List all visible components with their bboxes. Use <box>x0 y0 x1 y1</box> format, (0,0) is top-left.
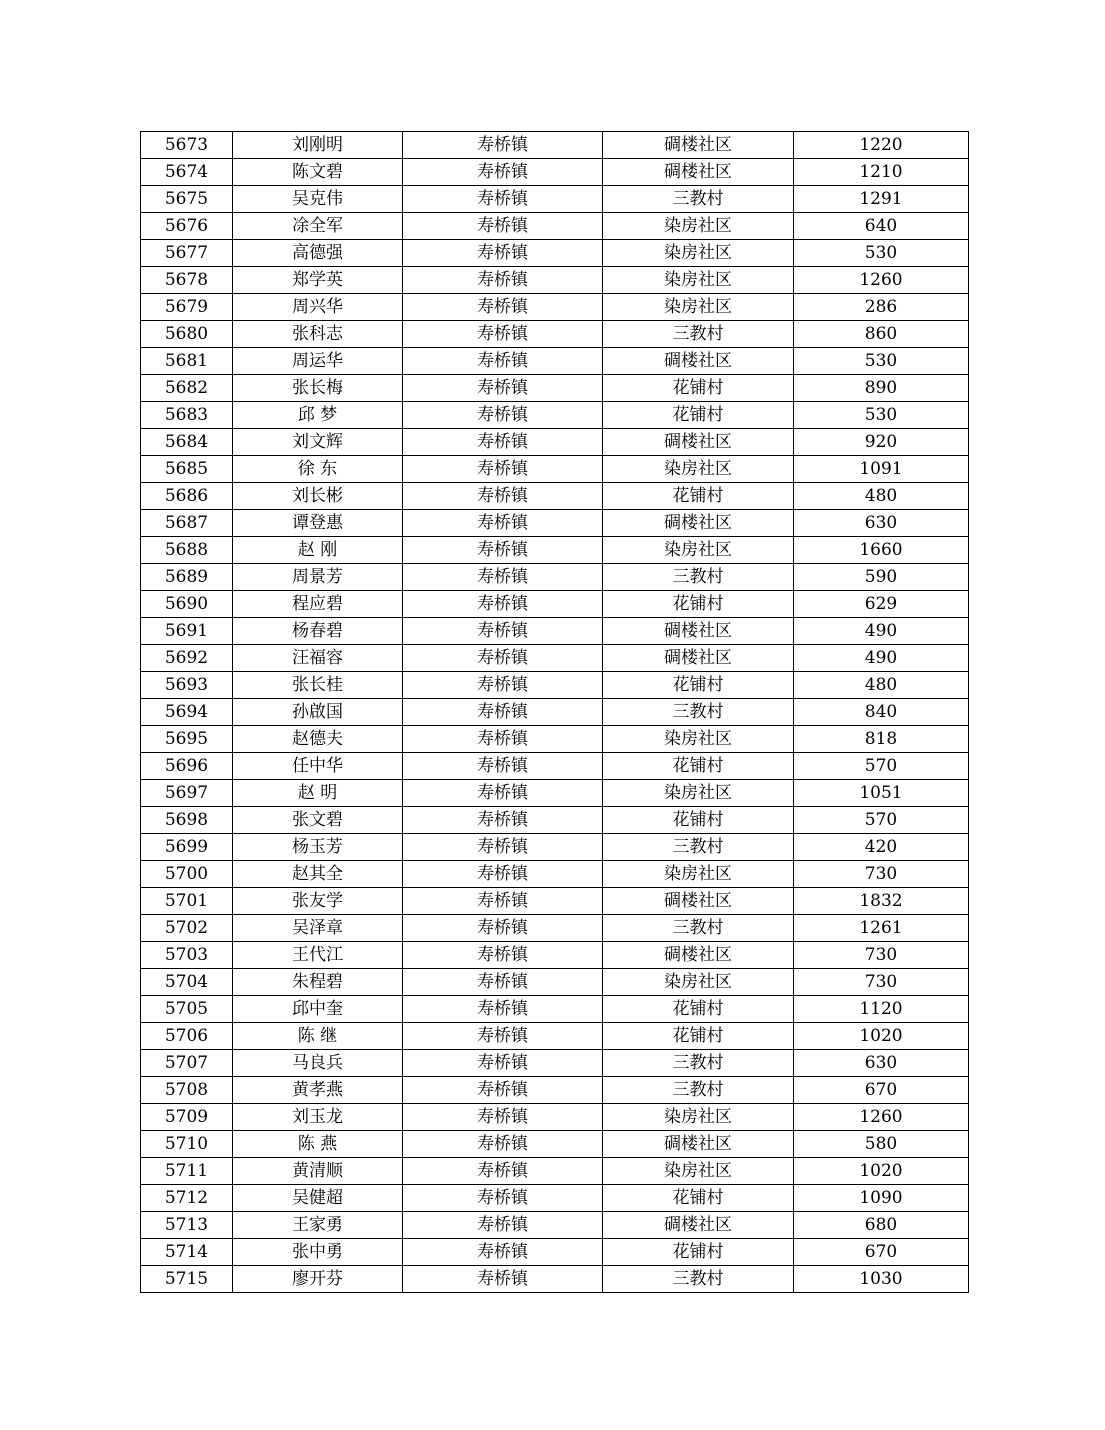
table-row <box>141 942 969 969</box>
town-cell: 寿桥镇 <box>403 888 603 915</box>
village-cell: 碉楼社区 <box>603 429 794 456</box>
amount-cell: 1090 <box>794 1185 969 1212</box>
name-cell: 黄孝燕 <box>233 1077 403 1104</box>
town-cell: 寿桥镇 <box>403 1266 603 1293</box>
table-row <box>141 834 969 861</box>
table-row <box>141 132 969 159</box>
amount-cell: 286 <box>794 294 969 321</box>
name-cell: 周运华 <box>233 348 403 375</box>
village-cell: 三教村 <box>603 1050 794 1077</box>
serial-number-cell: 5696 <box>141 753 233 780</box>
village-cell: 染房社区 <box>603 294 794 321</box>
town-cell: 寿桥镇 <box>403 1212 603 1239</box>
table-row <box>141 1239 969 1266</box>
village-cell: 花铺村 <box>603 483 794 510</box>
town-cell: 寿桥镇 <box>403 753 603 780</box>
town-cell: 寿桥镇 <box>403 942 603 969</box>
serial-number-cell: 5712 <box>141 1185 233 1212</box>
town-cell: 寿桥镇 <box>403 186 603 213</box>
town-cell: 寿桥镇 <box>403 915 603 942</box>
serial-number-cell: 5691 <box>141 618 233 645</box>
village-cell: 染房社区 <box>603 780 794 807</box>
serial-number-cell: 5699 <box>141 834 233 861</box>
name-cell: 汪福容 <box>233 645 403 672</box>
serial-number-cell: 5709 <box>141 1104 233 1131</box>
town-cell: 寿桥镇 <box>403 132 603 159</box>
amount-cell: 1832 <box>794 888 969 915</box>
village-cell: 染房社区 <box>603 969 794 996</box>
name-cell: 马良兵 <box>233 1050 403 1077</box>
amount-cell: 1210 <box>794 159 969 186</box>
village-cell: 花铺村 <box>603 807 794 834</box>
village-cell: 染房社区 <box>603 456 794 483</box>
village-cell: 花铺村 <box>603 591 794 618</box>
name-cell: 吴健超 <box>233 1185 403 1212</box>
name-cell: 程应碧 <box>233 591 403 618</box>
name-cell: 吴克伟 <box>233 186 403 213</box>
village-cell: 染房社区 <box>603 537 794 564</box>
serial-number-cell: 5687 <box>141 510 233 537</box>
amount-cell: 580 <box>794 1131 969 1158</box>
records-table <box>140 131 969 1293</box>
serial-number-cell: 5710 <box>141 1131 233 1158</box>
village-cell: 染房社区 <box>603 726 794 753</box>
village-cell: 染房社区 <box>603 1158 794 1185</box>
table-row <box>141 969 969 996</box>
name-cell: 陈文碧 <box>233 159 403 186</box>
village-cell: 花铺村 <box>603 1023 794 1050</box>
serial-number-cell: 5679 <box>141 294 233 321</box>
serial-number-cell: 5707 <box>141 1050 233 1077</box>
village-cell: 花铺村 <box>603 375 794 402</box>
table-row <box>141 294 969 321</box>
town-cell: 寿桥镇 <box>403 969 603 996</box>
amount-cell: 1091 <box>794 456 969 483</box>
town-cell: 寿桥镇 <box>403 591 603 618</box>
name-cell: 陈 燕 <box>233 1131 403 1158</box>
serial-number-cell: 5689 <box>141 564 233 591</box>
amount-cell: 420 <box>794 834 969 861</box>
town-cell: 寿桥镇 <box>403 1023 603 1050</box>
table-row <box>141 402 969 429</box>
serial-number-cell: 5698 <box>141 807 233 834</box>
town-cell: 寿桥镇 <box>403 1131 603 1158</box>
town-cell: 寿桥镇 <box>403 321 603 348</box>
table-row <box>141 1158 969 1185</box>
name-cell: 赵 明 <box>233 780 403 807</box>
village-cell: 三教村 <box>603 186 794 213</box>
serial-number-cell: 5684 <box>141 429 233 456</box>
name-cell: 任中华 <box>233 753 403 780</box>
serial-number-cell: 5706 <box>141 1023 233 1050</box>
village-cell: 染房社区 <box>603 1104 794 1131</box>
serial-number-cell: 5680 <box>141 321 233 348</box>
serial-number-cell: 5673 <box>141 132 233 159</box>
records-table-body <box>141 132 969 1293</box>
table-row <box>141 429 969 456</box>
amount-cell: 590 <box>794 564 969 591</box>
amount-cell: 730 <box>794 861 969 888</box>
name-cell: 徐 东 <box>233 456 403 483</box>
amount-cell: 1260 <box>794 1104 969 1131</box>
amount-cell: 840 <box>794 699 969 726</box>
table-row <box>141 186 969 213</box>
amount-cell: 490 <box>794 618 969 645</box>
town-cell: 寿桥镇 <box>403 456 603 483</box>
village-cell: 花铺村 <box>603 1185 794 1212</box>
amount-cell: 1020 <box>794 1158 969 1185</box>
town-cell: 寿桥镇 <box>403 1077 603 1104</box>
table-row <box>141 807 969 834</box>
town-cell: 寿桥镇 <box>403 996 603 1023</box>
table-row <box>141 1104 969 1131</box>
name-cell: 张友学 <box>233 888 403 915</box>
town-cell: 寿桥镇 <box>403 240 603 267</box>
amount-cell: 1220 <box>794 132 969 159</box>
name-cell: 张长梅 <box>233 375 403 402</box>
table-row <box>141 699 969 726</box>
table-row <box>141 213 969 240</box>
table-row <box>141 1050 969 1077</box>
serial-number-cell: 5686 <box>141 483 233 510</box>
serial-number-cell: 5704 <box>141 969 233 996</box>
table-row <box>141 915 969 942</box>
town-cell: 寿桥镇 <box>403 834 603 861</box>
serial-number-cell: 5714 <box>141 1239 233 1266</box>
amount-cell: 1261 <box>794 915 969 942</box>
serial-number-cell: 5676 <box>141 213 233 240</box>
table-row <box>141 996 969 1023</box>
town-cell: 寿桥镇 <box>403 1185 603 1212</box>
amount-cell: 1030 <box>794 1266 969 1293</box>
serial-number-cell: 5681 <box>141 348 233 375</box>
table-row <box>141 591 969 618</box>
amount-cell: 570 <box>794 807 969 834</box>
table-row <box>141 645 969 672</box>
table-row <box>141 483 969 510</box>
town-cell: 寿桥镇 <box>403 672 603 699</box>
amount-cell: 480 <box>794 672 969 699</box>
serial-number-cell: 5688 <box>141 537 233 564</box>
name-cell: 陈 继 <box>233 1023 403 1050</box>
name-cell: 赵德夫 <box>233 726 403 753</box>
village-cell: 三教村 <box>603 699 794 726</box>
amount-cell: 670 <box>794 1239 969 1266</box>
serial-number-cell: 5705 <box>141 996 233 1023</box>
name-cell: 周景芳 <box>233 564 403 591</box>
village-cell: 碉楼社区 <box>603 645 794 672</box>
table-row <box>141 672 969 699</box>
amount-cell: 1660 <box>794 537 969 564</box>
village-cell: 碉楼社区 <box>603 348 794 375</box>
amount-cell: 480 <box>794 483 969 510</box>
table-row <box>141 321 969 348</box>
town-cell: 寿桥镇 <box>403 618 603 645</box>
village-cell: 花铺村 <box>603 996 794 1023</box>
serial-number-cell: 5708 <box>141 1077 233 1104</box>
town-cell: 寿桥镇 <box>403 483 603 510</box>
serial-number-cell: 5694 <box>141 699 233 726</box>
amount-cell: 1020 <box>794 1023 969 1050</box>
serial-number-cell: 5697 <box>141 780 233 807</box>
town-cell: 寿桥镇 <box>403 348 603 375</box>
amount-cell: 1260 <box>794 267 969 294</box>
village-cell: 花铺村 <box>603 672 794 699</box>
village-cell: 三教村 <box>603 1266 794 1293</box>
table-row <box>141 1266 969 1293</box>
amount-cell: 530 <box>794 240 969 267</box>
amount-cell: 1120 <box>794 996 969 1023</box>
table-row <box>141 1185 969 1212</box>
name-cell: 谭登惠 <box>233 510 403 537</box>
serial-number-cell: 5685 <box>141 456 233 483</box>
town-cell: 寿桥镇 <box>403 294 603 321</box>
town-cell: 寿桥镇 <box>403 1158 603 1185</box>
village-cell: 花铺村 <box>603 402 794 429</box>
name-cell: 刘长彬 <box>233 483 403 510</box>
name-cell: 杨玉芳 <box>233 834 403 861</box>
name-cell: 郑学英 <box>233 267 403 294</box>
table-row <box>141 510 969 537</box>
table-row <box>141 1077 969 1104</box>
name-cell: 邱 梦 <box>233 402 403 429</box>
amount-cell: 730 <box>794 969 969 996</box>
amount-cell: 1051 <box>794 780 969 807</box>
village-cell: 碉楼社区 <box>603 510 794 537</box>
serial-number-cell: 5678 <box>141 267 233 294</box>
name-cell: 高德强 <box>233 240 403 267</box>
name-cell: 张科志 <box>233 321 403 348</box>
town-cell: 寿桥镇 <box>403 537 603 564</box>
town-cell: 寿桥镇 <box>403 1104 603 1131</box>
village-cell: 碉楼社区 <box>603 132 794 159</box>
village-cell: 碉楼社区 <box>603 942 794 969</box>
serial-number-cell: 5701 <box>141 888 233 915</box>
village-cell: 染房社区 <box>603 213 794 240</box>
village-cell: 花铺村 <box>603 1239 794 1266</box>
table-row <box>141 267 969 294</box>
name-cell: 赵其全 <box>233 861 403 888</box>
table-row <box>141 753 969 780</box>
serial-number-cell: 5682 <box>141 375 233 402</box>
table-row <box>141 888 969 915</box>
village-cell: 三教村 <box>603 564 794 591</box>
amount-cell: 730 <box>794 942 969 969</box>
table-row <box>141 618 969 645</box>
table-row <box>141 1131 969 1158</box>
amount-cell: 1291 <box>794 186 969 213</box>
town-cell: 寿桥镇 <box>403 726 603 753</box>
town-cell: 寿桥镇 <box>403 213 603 240</box>
village-cell: 染房社区 <box>603 861 794 888</box>
table-row <box>141 861 969 888</box>
table-row <box>141 240 969 267</box>
table-row <box>141 726 969 753</box>
name-cell: 廖开芬 <box>233 1266 403 1293</box>
town-cell: 寿桥镇 <box>403 267 603 294</box>
town-cell: 寿桥镇 <box>403 564 603 591</box>
town-cell: 寿桥镇 <box>403 1050 603 1077</box>
village-cell: 染房社区 <box>603 240 794 267</box>
table-row <box>141 375 969 402</box>
serial-number-cell: 5677 <box>141 240 233 267</box>
name-cell: 周兴华 <box>233 294 403 321</box>
village-cell: 染房社区 <box>603 267 794 294</box>
town-cell: 寿桥镇 <box>403 159 603 186</box>
name-cell: 吴泽章 <box>233 915 403 942</box>
table-row <box>141 348 969 375</box>
name-cell: 刘刚明 <box>233 132 403 159</box>
amount-cell: 490 <box>794 645 969 672</box>
serial-number-cell: 5702 <box>141 915 233 942</box>
village-cell: 碉楼社区 <box>603 1131 794 1158</box>
name-cell: 张中勇 <box>233 1239 403 1266</box>
table-row <box>141 456 969 483</box>
serial-number-cell: 5695 <box>141 726 233 753</box>
name-cell: 朱程碧 <box>233 969 403 996</box>
town-cell: 寿桥镇 <box>403 510 603 537</box>
village-cell: 三教村 <box>603 321 794 348</box>
serial-number-cell: 5675 <box>141 186 233 213</box>
serial-number-cell: 5674 <box>141 159 233 186</box>
table-row <box>141 1212 969 1239</box>
amount-cell: 530 <box>794 348 969 375</box>
serial-number-cell: 5700 <box>141 861 233 888</box>
town-cell: 寿桥镇 <box>403 645 603 672</box>
village-cell: 三教村 <box>603 915 794 942</box>
town-cell: 寿桥镇 <box>403 375 603 402</box>
table-row <box>141 537 969 564</box>
town-cell: 寿桥镇 <box>403 402 603 429</box>
name-cell: 杨春碧 <box>233 618 403 645</box>
amount-cell: 920 <box>794 429 969 456</box>
name-cell: 凃全军 <box>233 213 403 240</box>
village-cell: 碉楼社区 <box>603 888 794 915</box>
table-row <box>141 564 969 591</box>
amount-cell: 670 <box>794 1077 969 1104</box>
table-row <box>141 1023 969 1050</box>
name-cell: 王代江 <box>233 942 403 969</box>
table-row <box>141 780 969 807</box>
name-cell: 张长桂 <box>233 672 403 699</box>
village-cell: 花铺村 <box>603 753 794 780</box>
town-cell: 寿桥镇 <box>403 429 603 456</box>
village-cell: 三教村 <box>603 1077 794 1104</box>
village-cell: 三教村 <box>603 834 794 861</box>
amount-cell: 630 <box>794 510 969 537</box>
amount-cell: 630 <box>794 1050 969 1077</box>
village-cell: 碉楼社区 <box>603 1212 794 1239</box>
name-cell: 张文碧 <box>233 807 403 834</box>
amount-cell: 680 <box>794 1212 969 1239</box>
name-cell: 孙啟国 <box>233 699 403 726</box>
amount-cell: 860 <box>794 321 969 348</box>
town-cell: 寿桥镇 <box>403 861 603 888</box>
amount-cell: 890 <box>794 375 969 402</box>
serial-number-cell: 5692 <box>141 645 233 672</box>
village-cell: 碉楼社区 <box>603 159 794 186</box>
amount-cell: 818 <box>794 726 969 753</box>
name-cell: 黄清顺 <box>233 1158 403 1185</box>
serial-number-cell: 5703 <box>141 942 233 969</box>
serial-number-cell: 5690 <box>141 591 233 618</box>
name-cell: 刘文辉 <box>233 429 403 456</box>
town-cell: 寿桥镇 <box>403 1239 603 1266</box>
amount-cell: 570 <box>794 753 969 780</box>
name-cell: 王家勇 <box>233 1212 403 1239</box>
amount-cell: 629 <box>794 591 969 618</box>
table-row <box>141 159 969 186</box>
town-cell: 寿桥镇 <box>403 807 603 834</box>
village-cell: 碉楼社区 <box>603 618 794 645</box>
town-cell: 寿桥镇 <box>403 780 603 807</box>
name-cell: 邱中奎 <box>233 996 403 1023</box>
amount-cell: 640 <box>794 213 969 240</box>
town-cell: 寿桥镇 <box>403 699 603 726</box>
serial-number-cell: 5715 <box>141 1266 233 1293</box>
serial-number-cell: 5683 <box>141 402 233 429</box>
amount-cell: 530 <box>794 402 969 429</box>
serial-number-cell: 5693 <box>141 672 233 699</box>
name-cell: 赵 刚 <box>233 537 403 564</box>
name-cell: 刘玉龙 <box>233 1104 403 1131</box>
serial-number-cell: 5711 <box>141 1158 233 1185</box>
serial-number-cell: 5713 <box>141 1212 233 1239</box>
